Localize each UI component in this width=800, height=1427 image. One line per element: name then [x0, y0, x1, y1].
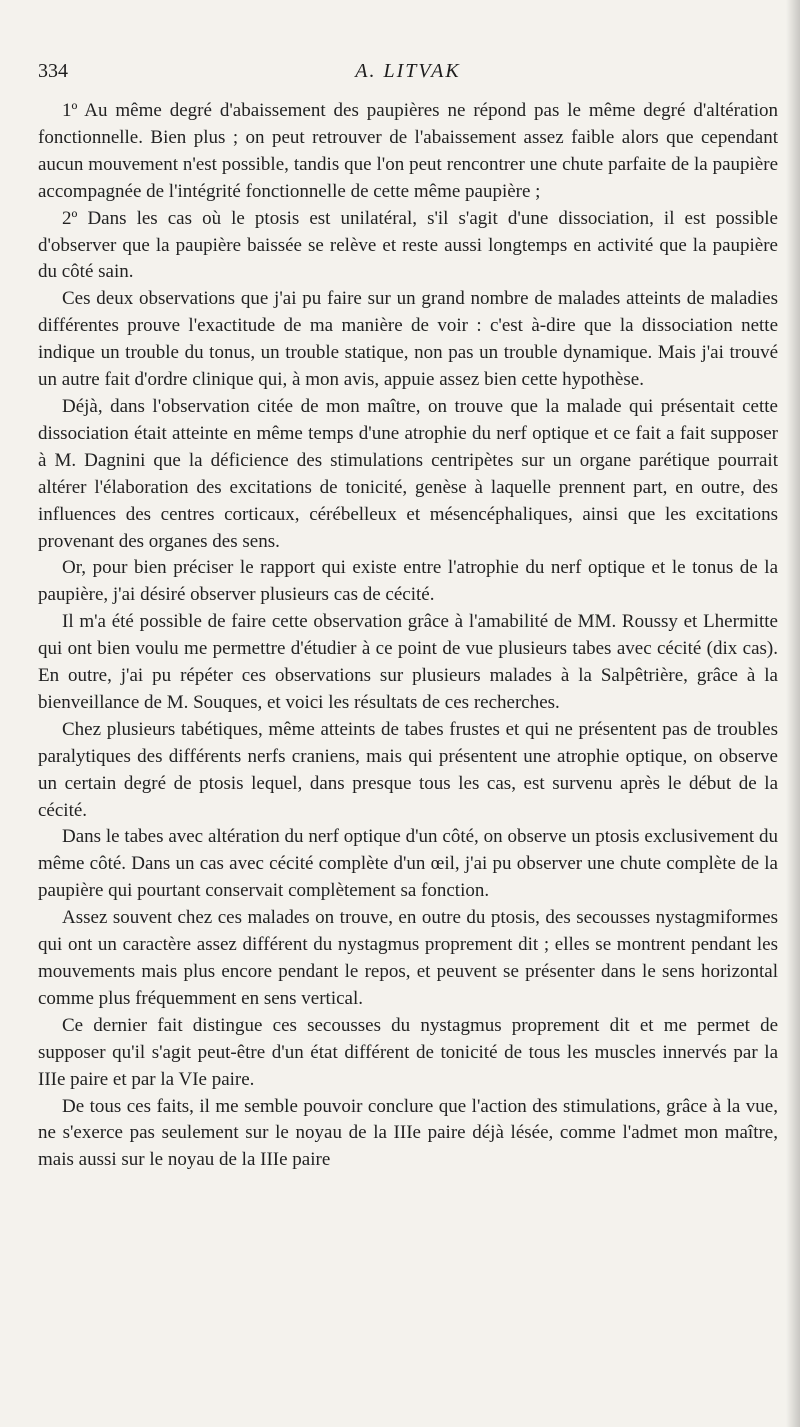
running-head: A. LITVAK [355, 60, 461, 82]
paragraph: Ces deux observations que j'ai pu faire sur un grand nombre de malades atteints de maladies différentes prouve l'exactitude de ma manière de voir : c'est à-dire que la dissociation nette indique un trouble du tonus, un trouble statique, non pas un trouble dynamique. Mais j'ai trouvé un autre fait d'ordre clinique qui, à mon avis, appuie assez bien cette hypothèse. [38, 288, 778, 391]
paragraph: Assez souvent chez ces malades on trouve, en outre du ptosis, des secousses nystagmiformes qui ont un caractère assez différent du nystagmus proprement dit ; elles se montrent pendant les mouvements mais plus encore pendant le repos, et peuvent se présenter dans le sens horizontal comme plus fréquemment en sens vertical. [38, 907, 778, 1009]
page-number: 334 [38, 60, 68, 82]
paragraph: Déjà, dans l'observation citée de mon maître, on trouve que la malade qui présentait cette dissociation était atteinte en même temps d'une atrophie du nerf optique et ce fait a fait supposer à M. Dagnini que la déficience des stimulations centripètes sur un organe parétique pourrait altérer l'élaboration des excitations de tonicité, genèse à laquelle prennent part, en outre, des influences des centres corticaux, cérébelleux et mésencéphaliques, ainsi que les excitations provenant des organes des sens. [38, 395, 778, 552]
body-text [38, 98, 778, 1174]
paragraph: Chez plusieurs tabétiques, même atteints de tabes frustes et qui ne présentent pas de troubles paralytiques des différents nerfs craniens, mais qui présentent une atrophie optique, on observe un certain degré de ptosis lequel, dans presque tous les cas, est survenu après le début de la cécité. [38, 718, 778, 821]
paragraph: Dans le tabes avec altération du nerf optique d'un côté, on observe un ptosis exclusivement du même côté. Dans un cas avec cécité complète d'un œil, j'ai pu observer une chute complète de la paupière qui pourtant conservait complètement sa fonction. [38, 826, 778, 902]
paragraph: 2º Dans les cas où le ptosis est unilatéral, s'il s'agit d'une dissociation, il est possible d'observer que la paupière baissée se relève et reste aussi longtemps en activité que la paupière du côté sain. [38, 207, 778, 283]
page-header [38, 60, 778, 90]
paragraph: Ce dernier fait distingue ces secousses du nystagmus proprement dit et me permet de supposer qu'il s'agit peut-être d'un état différent de tonicité de tous les muscles innervés par la IIIe paire et par la VIe paire. [38, 1014, 778, 1090]
paragraph: De tous ces faits, il me semble pouvoir conclure que l'action des stimulations, grâce à la vue, ne s'exerce pas seulement sur le noyau de la IIIe paire déjà lésée, comme l'admet mon maître, mais aussi sur le noyau de la IIIe paire [38, 1095, 778, 1171]
paragraph: Or, pour bien préciser le rapport qui existe entre l'atrophie du nerf optique et le tonus de la paupière, j'ai désiré observer plusieurs cas de cécité. [38, 557, 778, 606]
page-edge-shadow [786, 0, 800, 1427]
paragraph: 1º Au même degré d'abaissement des paupières ne répond pas le même degré d'altération fonctionnelle. Bien plus ; on peut retrouver de l'abaissement assez faible alors que cependant aucun mouvement n'est possible, tandis que l'on peut rencontrer une chute parfaite de la paupière accompagnée de l'intégrité fonctionnelle de cette même paupière ; [38, 100, 778, 202]
paragraph: Il m'a été possible de faire cette observation grâce à l'amabilité de MM. Roussy et Lhermitte qui ont bien voulu me permettre d'étudier à ce point de vue plusieurs tabes avec cécité (dix cas). En outre, j'ai pu répéter ces observations sur plusieurs malades à la Salpêtrière, grâce à la bienveillance de M. Souques, et voici les résultats de ces recherches. [38, 611, 778, 713]
